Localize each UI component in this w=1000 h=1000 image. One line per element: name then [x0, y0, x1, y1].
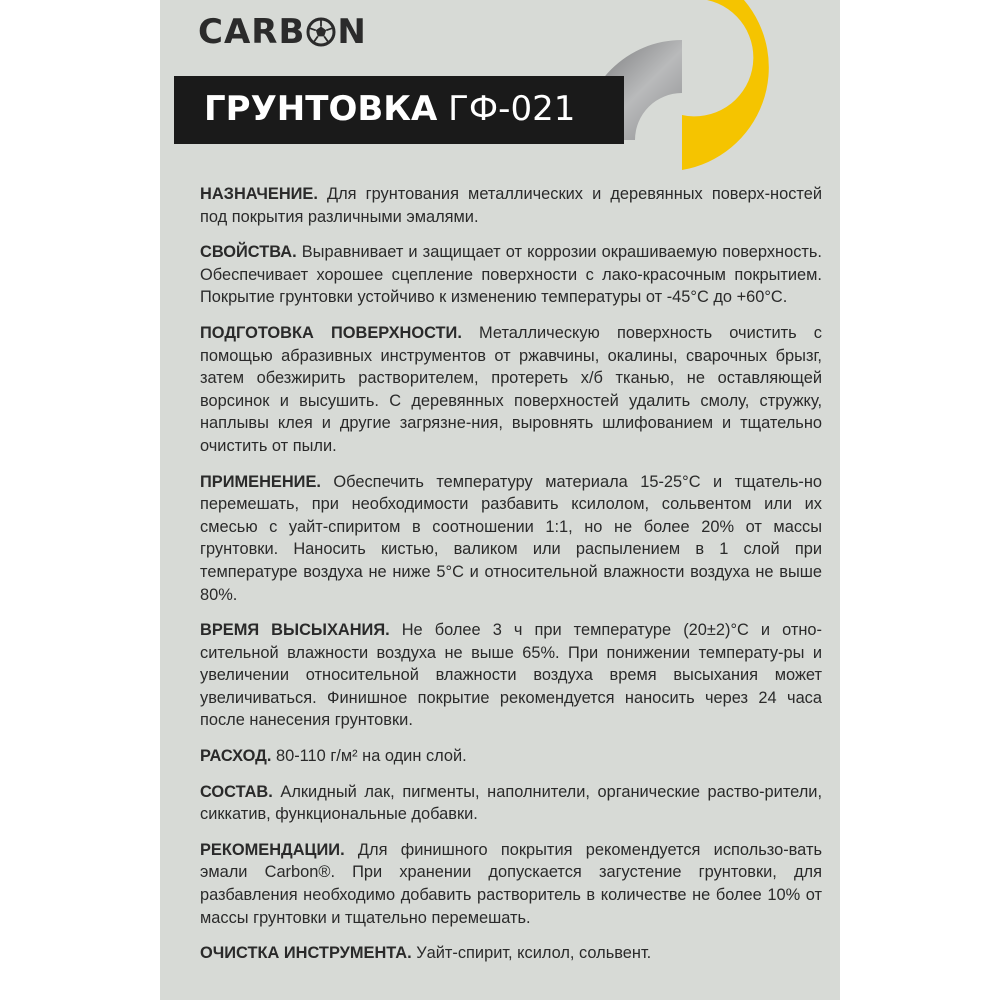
product-title-code: ГФ-021	[437, 89, 576, 129]
brand-name-start: CARB	[198, 12, 306, 52]
section-heading: ПРИМЕНЕНИЕ.	[200, 472, 321, 491]
section-heading: ОЧИСТКА ИНСТРУМЕНТА.	[200, 944, 412, 963]
section-text: Обеспечить температуру материала 15-25°С и тщатель-но перемешать, при необходимости разбавить ксилолом, сольвентом или их смесью с уайт-спиритом в соотношении 1:1, но не более 20% от массы грунтовки. Наносить кистью, валиком или распылением в 1 слой при температуре воздуха не ниже 5°С и относительной влажности воздуха не выше 80%.	[200, 472, 822, 604]
section-application	[200, 471, 822, 607]
section-properties	[200, 241, 822, 309]
section-surface-preparation	[200, 322, 822, 458]
section-text: Для финишного покрытия рекомендуется использо-вать эмали Carbon®. При хранении допускается загустение грунтовки, для разбавления необходимо добавить растворитель в количестве не более 10% от массы грунтовки и тщательно перемешать.	[200, 840, 822, 927]
section-heading: СОСТАВ.	[200, 782, 273, 801]
section-heading: ВРЕМЯ ВЫСЫХАНИЯ.	[200, 621, 390, 640]
section-text: Для грунтования металлических и деревянных поверх-ностей под покрытия различными эмалями.	[200, 185, 822, 226]
section-text: Выравнивает и защищает от коррозии окрашиваемую поверхность. Обеспечивает хорошее сцепление поверхности с лако-красочным покрытием. Покрытие грунтовки устойчиво к изменению температуры от -45°С до +60°С.	[200, 243, 822, 307]
product-title	[204, 86, 575, 132]
product-title-bold: ГРУНТОВКА	[204, 89, 438, 129]
product-label	[160, 0, 840, 1000]
section-heading: ПОДГОТОВКА ПОВЕРХНОСТИ.	[200, 323, 462, 342]
section-drying-time	[200, 619, 822, 732]
section-text: Не более 3 ч при температуре (20±2)°С и отно-сительной влажности воздуха не выше 65%. При понижении температу-ры и увеличении относительной влажности воздуха время высыхания может увеличиваться. Финишное покрытие рекомендуется наносить через 24 часа после нанесения грунтовки.	[200, 621, 822, 730]
section-heading: НАЗНАЧЕНИЕ.	[200, 185, 318, 203]
soccer-ball-icon	[306, 17, 336, 47]
yellow-arc	[682, 0, 769, 170]
section-tool-cleaning	[200, 942, 822, 965]
brand-logo	[198, 12, 367, 52]
section-heading: СВОЙСТВА.	[200, 243, 297, 262]
section-text: Алкидный лак, пигменты, наполнители, органические раство-рители, сиккатив, функциональные добавки.	[200, 782, 822, 824]
section-purpose	[200, 183, 822, 228]
section-recommendations	[200, 839, 822, 929]
section-text: 80-110 г/м² на один слой.	[271, 747, 467, 766]
section-heading: РЕКОМЕНДАЦИИ.	[200, 840, 345, 859]
instructions-text	[200, 183, 822, 978]
section-text: Уайт-спирит, ксилол, сольвент.	[411, 944, 652, 963]
section-text: Металлическую поверхность очистить с помощью абразивных инструментов от ржавчины, окалины, сварочных брызг, затем обезжирить растворителем, протереть х/б тканью, не оставляющей ворсинок и высушить. С деревянных поверхностей удалить смолу, стружку, наплывы клея и другие загрязне-ния, выровнять шлифованием и тщательно очистить от пыли.	[200, 323, 822, 455]
section-heading: РАСХОД.	[200, 747, 272, 766]
brand-name-end: N	[337, 12, 367, 52]
section-composition	[200, 781, 822, 826]
section-consumption	[200, 745, 822, 768]
